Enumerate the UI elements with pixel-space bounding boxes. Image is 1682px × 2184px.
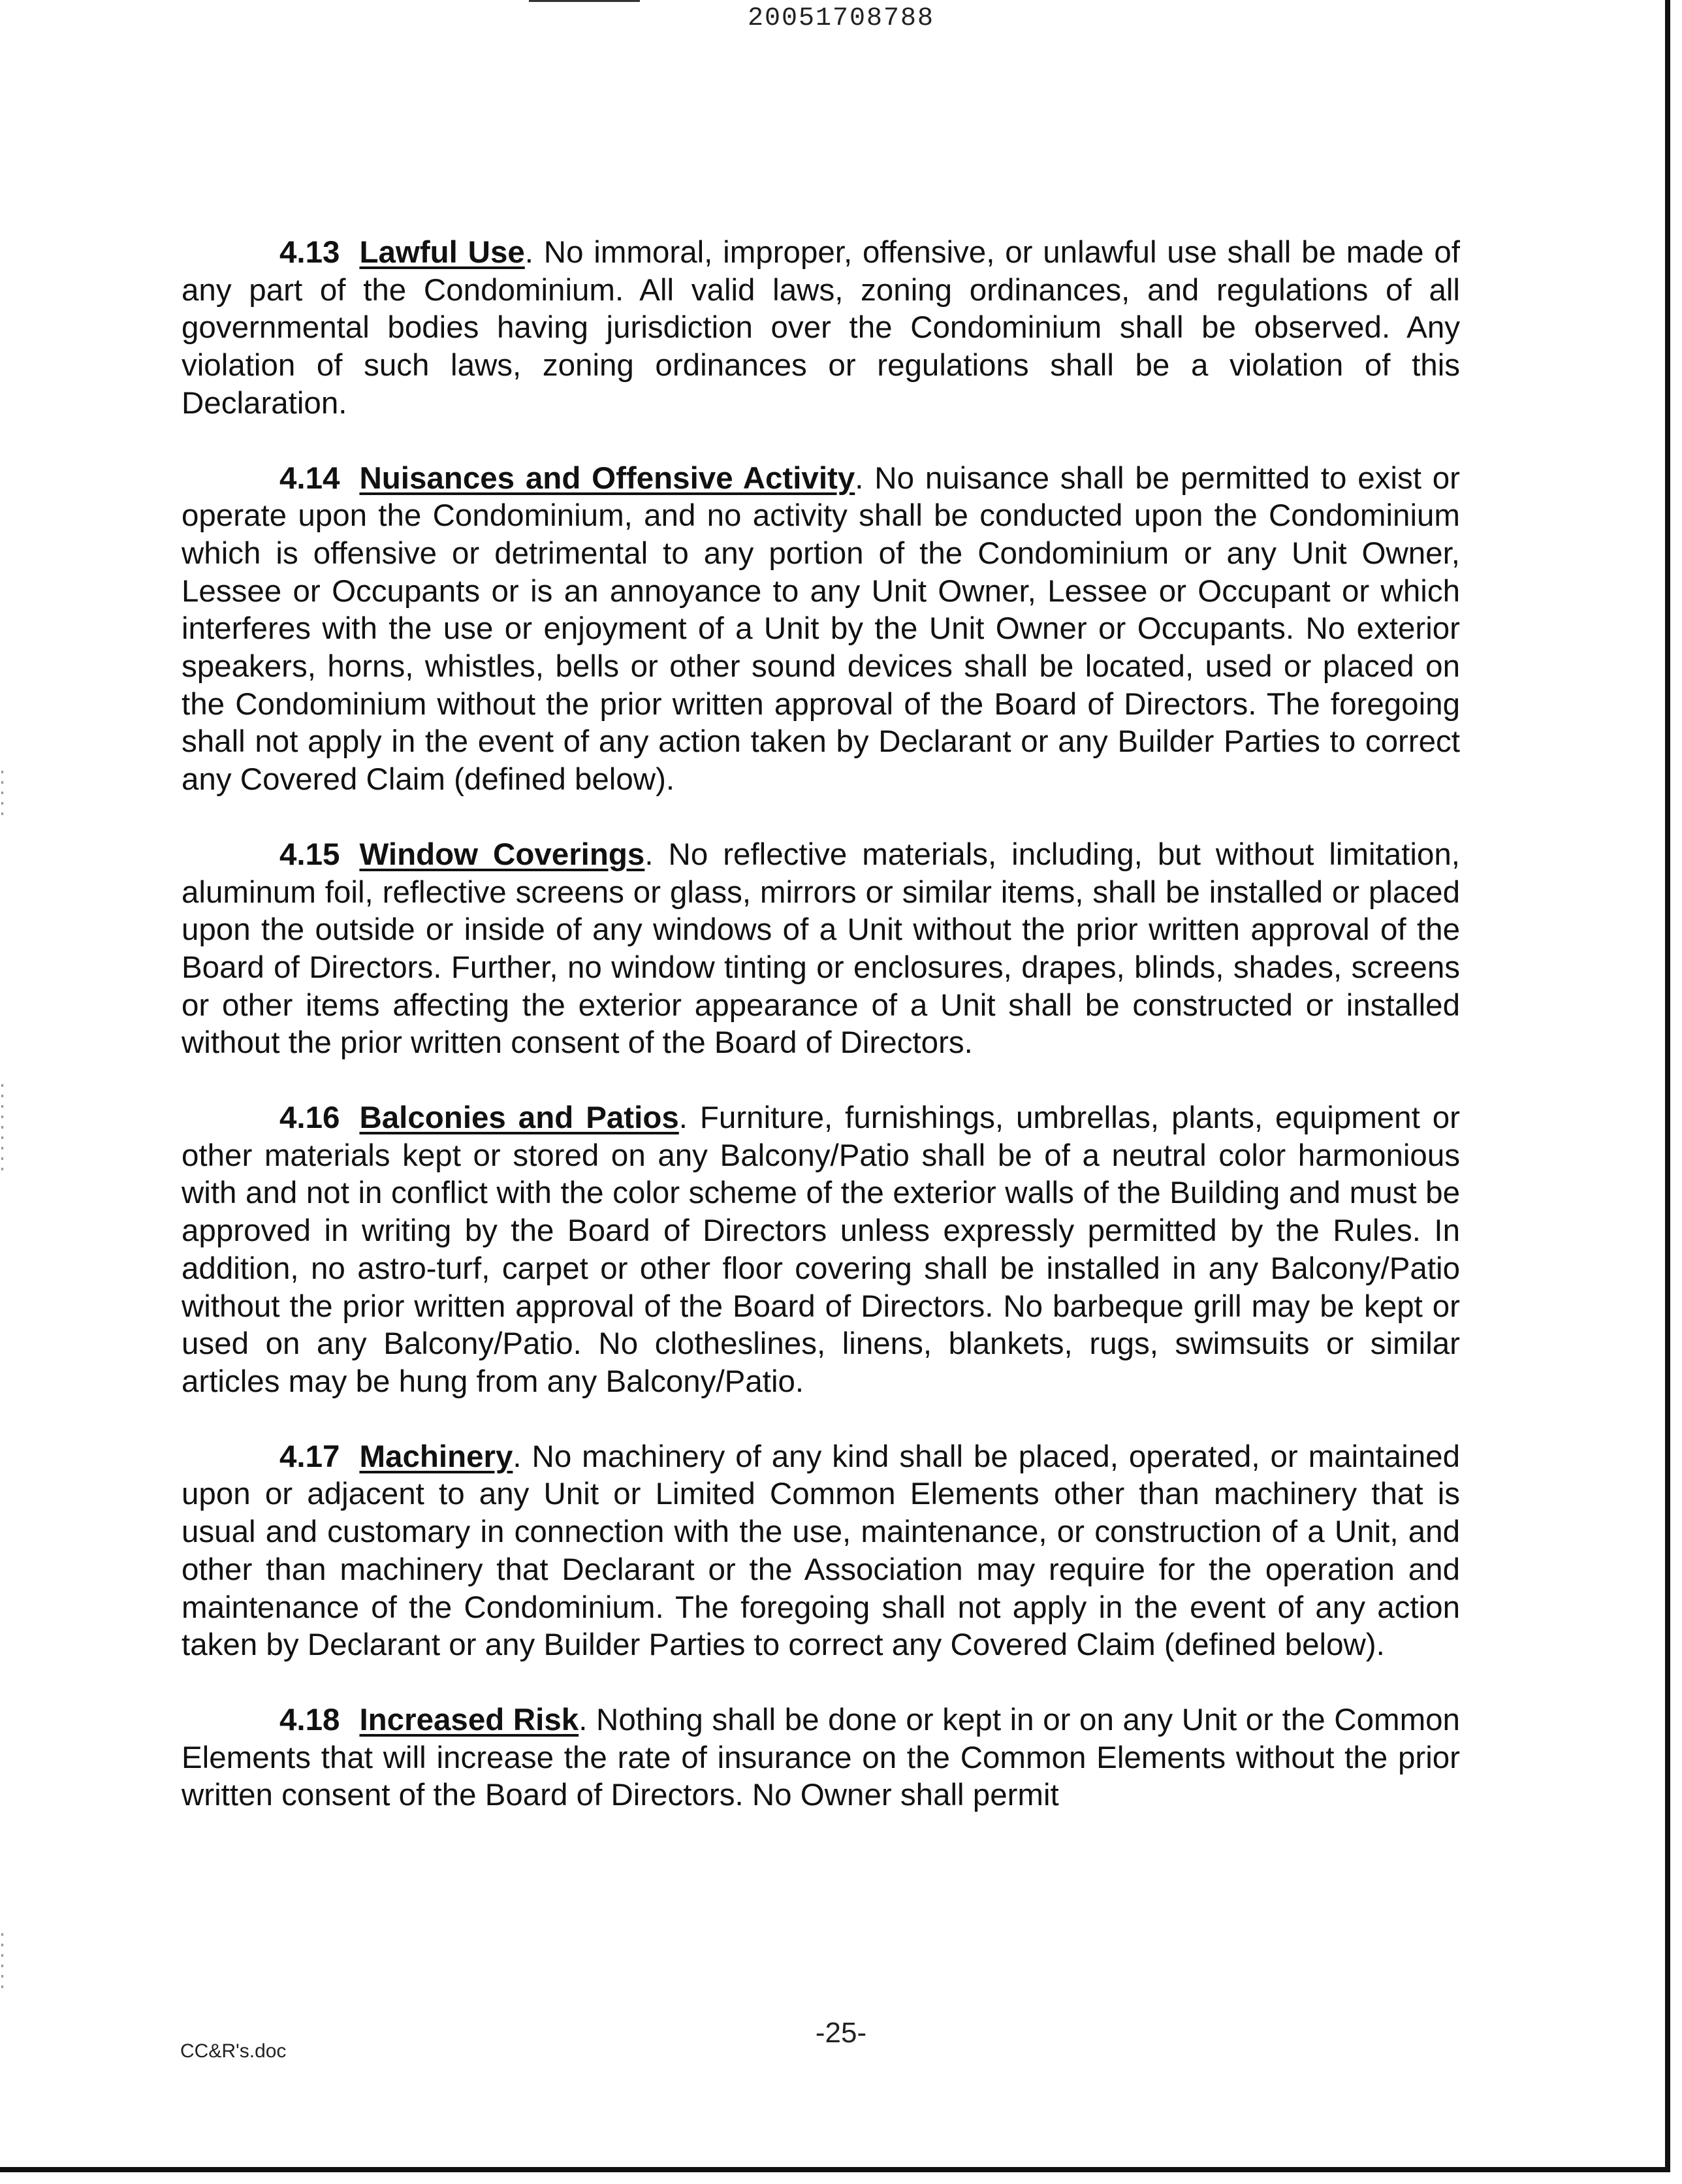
scan-border-bottom: [0, 2167, 1670, 2172]
section-4-14: [182, 460, 1460, 799]
section-text: . No reflective materials, including, but without limitation, aluminum foil, reflective screens or glass, mirrors or similar items, shall be installed or placed upon the outside or inside of any windows of a Unit without the prior written approval of the Board of Directors. Further, no window tinting or enclosures, drapes, blinds, shades, screens or other items affecting the exterior appearance of a Unit shall be constructed or installed without the prior written consent of the Board of Directors.: [182, 837, 1460, 1061]
section-4-13: [182, 234, 1460, 423]
scan-border-right: [1665, 0, 1670, 2172]
section-title: Nuisances and Offensive Activity: [359, 460, 855, 496]
top-rule: [529, 0, 640, 2]
section-number: 4.14: [279, 460, 340, 496]
page-number: -25-: [815, 2017, 867, 2049]
document-body: [182, 234, 1460, 1852]
section-title: Lawful Use: [359, 235, 525, 270]
section-title: Window Coverings: [359, 837, 645, 872]
section-4-15: [182, 836, 1460, 1062]
section-text: . No immoral, improper, offensive, or unlawful use shall be made of any part of the Condominium. All valid laws, zoning ordinances, and regulations of all governmental bodies having jurisdiction over the Condominium shall be observed. Any violation of such laws, zoning ordinances or regulations shall be a violation of this Declaration.: [182, 235, 1460, 421]
section-number: 4.16: [279, 1100, 340, 1136]
section-4-17: [182, 1438, 1460, 1664]
document-number: 20051708788: [747, 4, 935, 33]
section-text: . No machinery of any kind shall be placed, operated, or maintained upon or adjacent to any Unit or Limited Common Elements other than machinery that is usual and customary in connection with the use, maintenance, or construction of a Unit, and other than machinery that Declarant or the Association may require for the operation and maintenance of the Condominium. The foregoing shall not apply in the event of any action taken by Declarant or any Builder Parties to correct any Covered Claim (defined below).: [182, 1439, 1460, 1663]
footer-filename: CC&R's.doc: [180, 2040, 287, 2062]
section-text: . No nuisance shall be permitted to exist or operate upon the Condominium, and no activity shall be conducted upon the Condominium which is offensive or detrimental to any portion of the Condominium or any Unit Owner, Lessee or Occupants or is an annoyance to any Unit Owner, Lessee or Occupant or which interferes with the use or enjoyment of a Unit by the Unit Owner or Occupants. No exterior speakers, horns, whistles, bells or other sound devices shall be located, used or placed on the Condominium without the prior written approval of the Board of Directors. The foregoing shall not apply in the event of any action taken by Declarant or any Builder Parties to correct any Covered Claim (defined below).: [182, 460, 1460, 797]
section-text: . Furniture, furnishings, umbrellas, plants, equipment or other materials kept or stored on any Balcony/Patio shall be of a neutral color harmonious with and not in conflict with the color scheme of the exterior walls of the Building and must be approved in writing by the Board of Directors unless expressly permitted by the Rules. In addition, no astro-turf, carpet or other floor covering shall be installed in any Balcony/Patio without the prior written approval of the Board of Directors. No barbeque grill may be kept or used on any Balcony/Patio. No clotheslines, linens, blankets, rugs, swimsuits or similar articles may be hung from any Balcony/Patio.: [182, 1100, 1460, 1399]
section-number: 4.18: [279, 1702, 340, 1737]
section-title: Balconies and Patios: [359, 1100, 679, 1136]
section-number: 4.17: [279, 1439, 340, 1474]
section-title: Machinery: [359, 1439, 513, 1474]
margin-mark: [1, 1933, 3, 1992]
section-text: . Nothing shall be done or kept in or on any Unit or the Common Elements that will increase the rate of insurance on the Common Elements without the prior written consent of the Board of Directors. No Owner shall permit: [182, 1702, 1460, 1813]
section-number: 4.13: [279, 235, 340, 270]
margin-mark: [1, 1084, 3, 1176]
section-title: Increased Risk: [359, 1702, 579, 1737]
section-4-18: [182, 1701, 1460, 1814]
section-4-16: [182, 1099, 1460, 1401]
margin-mark: [1, 771, 3, 823]
section-number: 4.15: [279, 837, 340, 872]
